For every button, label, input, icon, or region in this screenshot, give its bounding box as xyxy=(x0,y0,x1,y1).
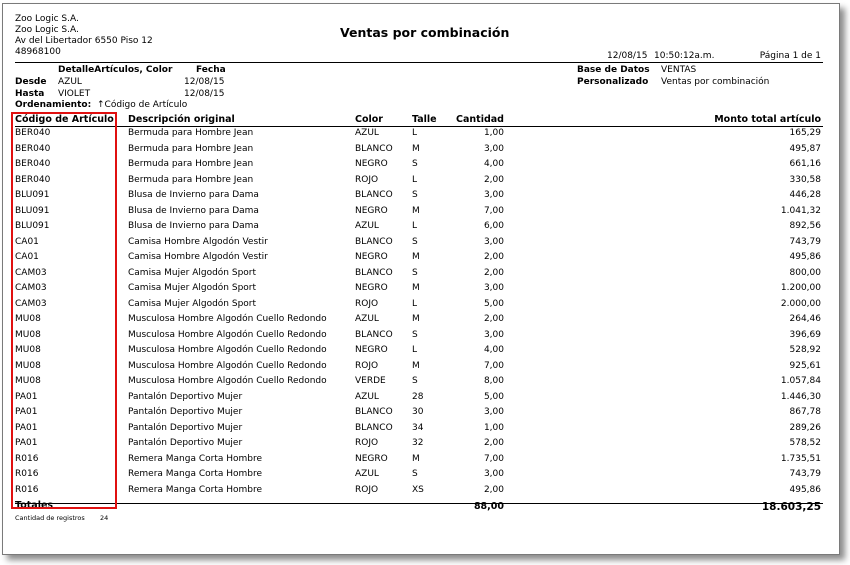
col-header-desc: Descripción original xyxy=(128,114,235,125)
cell-talle: L xyxy=(412,298,418,309)
hasta-label: Hasta xyxy=(15,89,45,99)
cell-code: MU08 xyxy=(15,345,41,355)
cell-description: Musculosa Hombre Algodón Cuello Redondo xyxy=(128,376,327,386)
cell-talle: S xyxy=(412,236,418,247)
desde-value: AZUL xyxy=(58,77,82,87)
report-date: 12/08/15 xyxy=(607,51,648,61)
cell-code: MU08 xyxy=(15,376,41,386)
cell-monto: 1.735,51 xyxy=(780,453,821,464)
desde-date: 12/08/15 xyxy=(184,77,225,87)
cell-description: Blusa de Invierno para Dama xyxy=(128,205,259,216)
cell-monto: 495,86 xyxy=(789,484,821,495)
cell-cantidad: 5,00 xyxy=(483,391,504,402)
cell-description: Blusa de Invierno para Dama xyxy=(128,221,259,231)
cell-code: MU08 xyxy=(15,360,41,371)
cell-talle: L xyxy=(412,128,418,138)
orden-label: Ordenamiento: xyxy=(15,100,92,110)
table-row xyxy=(3,283,839,299)
cell-description: Remera Manga Corta Hombre xyxy=(128,453,263,464)
db-value: VENTAS xyxy=(661,65,697,75)
cell-code: PA01 xyxy=(15,391,38,402)
col-header-code: Código de Artículo xyxy=(15,114,114,125)
cell-description: Musculosa Hombre Algodón Cuello Redondo xyxy=(128,360,327,371)
cell-description: Bermuda para Hombre Jean xyxy=(128,143,254,154)
record-count-value: 24 xyxy=(100,514,109,522)
cell-color: BLANCO xyxy=(355,267,393,278)
cell-cantidad: 2,00 xyxy=(483,484,504,495)
cell-code: CAM03 xyxy=(15,298,47,309)
cell-cantidad: 6,00 xyxy=(483,221,504,231)
cell-color: BLANCO xyxy=(355,143,393,154)
cell-description: Pantalón Deportivo Mujer xyxy=(128,391,243,402)
cell-color: VERDE xyxy=(355,376,386,386)
cell-code: CA01 xyxy=(15,252,39,262)
cell-monto: 528,92 xyxy=(789,345,821,355)
table-row xyxy=(3,407,839,423)
cell-description: Bermuda para Hombre Jean xyxy=(128,128,254,138)
table-row xyxy=(3,361,839,377)
cell-description: Musculosa Hombre Algodón Cuello Redondo xyxy=(128,329,327,340)
cell-talle: 34 xyxy=(412,422,424,433)
cell-cantidad: 2,00 xyxy=(483,267,504,278)
cell-monto: 800,00 xyxy=(789,267,821,278)
cell-monto: 661,16 xyxy=(789,159,821,169)
table-row xyxy=(3,314,839,330)
totals-cantidad: 88,00 xyxy=(473,501,504,512)
cell-color: BLANCO xyxy=(355,190,393,200)
table-row xyxy=(3,469,839,485)
cell-cantidad: 2,00 xyxy=(483,252,504,262)
cell-monto: 1.057,84 xyxy=(780,376,821,386)
table-row xyxy=(3,454,839,470)
cell-cantidad: 7,00 xyxy=(483,453,504,464)
cell-code: BER040 xyxy=(15,128,51,138)
cell-color: ROJO xyxy=(355,438,379,448)
cell-cantidad: 3,00 xyxy=(483,143,504,154)
cell-talle: S xyxy=(412,190,418,200)
totals-divider xyxy=(15,503,823,504)
cell-talle: 32 xyxy=(412,438,424,448)
cell-talle: M xyxy=(412,252,420,262)
cell-description: Camisa Mujer Algodón Sport xyxy=(128,298,257,309)
cell-color: NEGRO xyxy=(355,283,388,293)
company-phone: 48968100 xyxy=(15,47,61,57)
cell-cantidad: 5,00 xyxy=(483,298,504,309)
record-count-label: Cantidad de registros xyxy=(15,514,85,522)
cell-monto: 264,46 xyxy=(789,314,821,324)
cell-color: NEGRO xyxy=(355,205,388,216)
cell-description: Pantalón Deportivo Mujer xyxy=(128,422,243,433)
table-row xyxy=(3,268,839,284)
cell-description: Musculosa Hombre Algodón Cuello Redondo xyxy=(128,314,327,324)
desde-label: Desde xyxy=(15,77,47,87)
cell-code: CA01 xyxy=(15,236,39,247)
cell-code: BER040 xyxy=(15,159,51,169)
cell-monto: 925,61 xyxy=(789,360,821,371)
cell-code: BER040 xyxy=(15,174,51,185)
cell-monto: 1.446,30 xyxy=(780,391,821,402)
totals-monto: 18.603,25 xyxy=(761,501,821,513)
cell-cantidad: 3,00 xyxy=(483,236,504,247)
cell-color: NEGRO xyxy=(355,252,388,262)
page-number: Página 1 de 1 xyxy=(759,51,821,61)
cell-talle: S xyxy=(412,469,418,479)
cell-code: BLU091 xyxy=(15,190,50,200)
table-row xyxy=(3,190,839,206)
cell-talle: L xyxy=(412,345,418,355)
col-header-color: Color xyxy=(355,114,383,125)
table-row xyxy=(3,221,839,237)
cell-monto: 1.041,32 xyxy=(780,205,821,216)
fecha-label: Fecha xyxy=(196,65,226,75)
cell-monto: 446,28 xyxy=(789,190,821,200)
cell-cantidad: 3,00 xyxy=(483,190,504,200)
cell-cantidad: 3,00 xyxy=(483,283,504,293)
cell-color: BLANCO xyxy=(355,422,393,433)
cell-description: Pantalón Deportivo Mujer xyxy=(128,438,243,448)
cell-code: PA01 xyxy=(15,407,38,417)
table-row xyxy=(3,376,839,392)
cell-description: Pantalón Deportivo Mujer xyxy=(128,407,243,417)
cell-talle: M xyxy=(412,205,420,216)
table-row xyxy=(3,237,839,253)
cell-color: AZUL xyxy=(355,221,379,231)
cell-cantidad: 2,00 xyxy=(483,314,504,324)
cell-cantidad: 3,00 xyxy=(483,329,504,340)
cell-code: BLU091 xyxy=(15,221,50,231)
col-header-talle: Talle xyxy=(412,114,437,125)
cell-cantidad: 7,00 xyxy=(483,360,504,371)
cell-monto: 495,87 xyxy=(789,143,821,154)
cell-description: Remera Manga Corta Hombre xyxy=(128,469,263,479)
cell-monto: 743,79 xyxy=(789,469,821,479)
table-row xyxy=(3,299,839,315)
cell-monto: 165,29 xyxy=(789,128,821,138)
cell-monto: 330,58 xyxy=(789,174,821,185)
cell-code: PA01 xyxy=(15,438,38,448)
cell-talle: M xyxy=(412,360,420,371)
table-row xyxy=(3,128,839,144)
cell-monto: 578,52 xyxy=(789,438,821,448)
cell-color: AZUL xyxy=(355,314,379,324)
cell-cantidad: 4,00 xyxy=(483,159,504,169)
cell-color: NEGRO xyxy=(355,345,388,355)
report-time: 10:50:12a.m. xyxy=(654,51,715,61)
company-name-2: Zoo Logic S.A. xyxy=(15,25,79,35)
cell-description: Bermuda para Hombre Jean xyxy=(128,159,254,169)
table-row xyxy=(3,252,839,268)
cell-talle: S xyxy=(412,376,418,386)
report-page xyxy=(2,3,840,555)
table-row xyxy=(3,345,839,361)
cell-code: PA01 xyxy=(15,422,38,433)
cell-color: ROJO xyxy=(355,298,379,309)
db-label: Base de Datos xyxy=(577,65,650,75)
cell-monto: 1.200,00 xyxy=(780,283,821,293)
cell-monto: 495,86 xyxy=(789,252,821,262)
cell-code: BER040 xyxy=(15,143,51,154)
table-row xyxy=(3,423,839,439)
cell-cantidad: 3,00 xyxy=(483,469,504,479)
cell-talle: 30 xyxy=(412,407,424,417)
cell-code: R016 xyxy=(15,453,39,464)
cell-color: AZUL xyxy=(355,469,379,479)
cell-cantidad: 1,00 xyxy=(483,422,504,433)
custom-label: Personalizado xyxy=(577,77,649,87)
cell-talle: M xyxy=(412,314,420,324)
custom-value: Ventas por combinación xyxy=(661,77,770,87)
cell-monto: 892,56 xyxy=(789,221,821,231)
table-row xyxy=(3,438,839,454)
table-row xyxy=(3,159,839,175)
table-row xyxy=(3,144,839,160)
cell-cantidad: 1,00 xyxy=(483,128,504,138)
col-header-cantidad: Cantidad xyxy=(456,114,504,125)
detail-label: DetalleArtículos, Color xyxy=(58,65,173,75)
cell-code: MU08 xyxy=(15,329,41,340)
cell-monto: 289,26 xyxy=(789,422,821,433)
cell-talle: XS xyxy=(412,484,424,495)
cell-cantidad: 3,00 xyxy=(483,407,504,417)
cell-talle: S xyxy=(412,329,418,340)
cell-cantidad: 4,00 xyxy=(483,345,504,355)
cell-color: BLANCO xyxy=(355,329,393,340)
cell-talle: M xyxy=(412,453,420,464)
company-address: Av del Libertador 6550 Piso 12 xyxy=(15,36,153,46)
cell-description: Bermuda para Hombre Jean xyxy=(128,174,254,185)
cell-description: Blusa de Invierno para Dama xyxy=(128,190,259,200)
cell-color: AZUL xyxy=(355,128,379,138)
cell-description: Camisa Hombre Algodón Vestir xyxy=(128,236,268,247)
cell-talle: S xyxy=(412,267,418,278)
table-row xyxy=(3,330,839,346)
cell-cantidad: 2,00 xyxy=(483,438,504,448)
cell-talle: 28 xyxy=(412,391,424,402)
cell-cantidad: 2,00 xyxy=(483,174,504,185)
cell-color: BLANCO xyxy=(355,236,393,247)
cell-monto: 396,69 xyxy=(789,329,821,340)
cell-talle: S xyxy=(412,159,418,169)
totals-label: Totales xyxy=(15,500,54,511)
cell-code: BLU091 xyxy=(15,205,50,216)
table-row xyxy=(3,175,839,191)
company-name: Zoo Logic S.A. xyxy=(15,14,79,24)
cell-talle: L xyxy=(412,221,418,231)
cell-code: CAM03 xyxy=(15,267,47,278)
column-header-divider xyxy=(15,126,823,127)
table-row xyxy=(3,392,839,408)
highlight-box xyxy=(11,112,117,509)
cell-color: ROJO xyxy=(355,174,379,185)
table-row xyxy=(3,485,839,501)
cell-code: R016 xyxy=(15,469,39,479)
cell-monto: 2.000,00 xyxy=(780,298,821,309)
cell-color: NEGRO xyxy=(355,453,388,464)
table-row xyxy=(3,206,839,222)
cell-talle: M xyxy=(412,143,420,154)
cell-description: Musculosa Hombre Algodón Cuello Redondo xyxy=(128,345,327,355)
cell-code: MU08 xyxy=(15,314,41,324)
cell-color: ROJO xyxy=(355,484,379,495)
cell-talle: M xyxy=(412,283,420,293)
cell-color: AZUL xyxy=(355,391,379,402)
cell-monto: 867,78 xyxy=(789,407,821,417)
cell-monto: 743,79 xyxy=(789,236,821,247)
cell-color: ROJO xyxy=(355,360,379,371)
report-title: Ventas por combinación xyxy=(340,25,510,40)
cell-description: Camisa Hombre Algodón Vestir xyxy=(128,252,268,262)
cell-description: Remera Manga Corta Hombre xyxy=(128,484,263,495)
col-header-monto: Monto total artículo xyxy=(714,114,821,125)
cell-code: R016 xyxy=(15,484,39,495)
cell-code: CAM03 xyxy=(15,283,47,293)
cell-talle: L xyxy=(412,174,418,185)
hasta-date: 12/08/15 xyxy=(184,89,225,99)
cell-color: NEGRO xyxy=(355,159,388,169)
cell-description: Camisa Mujer Algodón Sport xyxy=(128,283,257,293)
cell-color: BLANCO xyxy=(355,407,393,417)
cell-cantidad: 8,00 xyxy=(483,376,504,386)
header-divider xyxy=(15,62,823,63)
cell-description: Camisa Mujer Algodón Sport xyxy=(128,267,257,278)
orden-value: ↑Código de Artículo xyxy=(97,100,188,110)
hasta-value: VIOLET xyxy=(58,89,91,99)
cell-cantidad: 7,00 xyxy=(483,205,504,216)
